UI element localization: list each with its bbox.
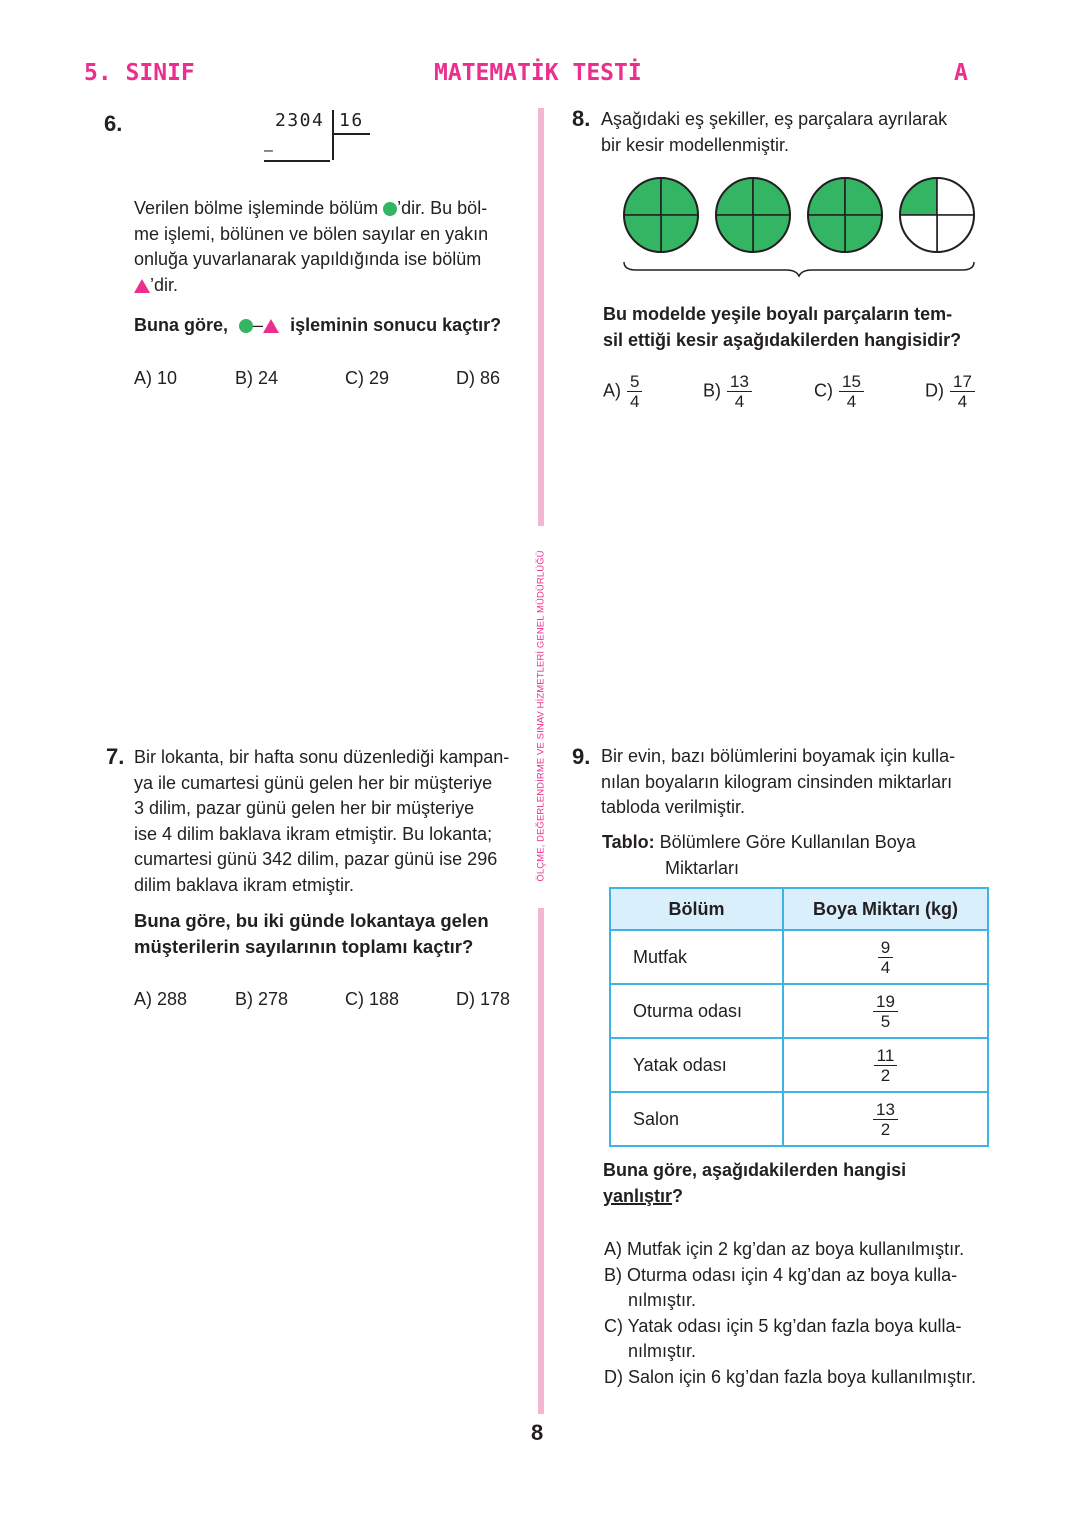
q8-brace [624,262,974,276]
green-circle-icon [239,319,253,333]
q7-text: Bir lokanta, bir hafta sonu düzenlediği kampan- ya ile cumartesi günü gelen her bir müşteriye 3 dilim, pazar günü gelen her bir müşteriye ise 4 dilim baklava ikram etmiştir. Bu lokanta; cumartesi günü 342 dilim, pazar günü ise 296 dilim baklava ikram etmiştir. [134,747,510,895]
table-header-row [610,888,988,930]
q6-option-c[interactable]: C) 29 [345,368,390,388]
q6-divisor: 16 [339,110,364,131]
table-header-cell: Boya Miktarı (kg) [783,888,988,930]
table-row [610,1092,988,1146]
paint-amount: $\frac{19}{5}$ [783,984,988,1038]
q9-number: 9. [572,744,591,769]
q7-option-d[interactable]: D) 178 [456,989,511,1009]
q6-long-division [266,110,376,166]
q8-option-b[interactable]: B) $\frac{13}{4}$ [703,372,752,411]
q6-option-a[interactable]: A) 10 [134,368,178,388]
fraction-circle [716,178,790,252]
q8-number: 8. [572,106,591,131]
test-title: MATEMATİK TESTİ [434,60,642,86]
q7-option-a[interactable]: A) 288 [134,989,188,1009]
room-name: Yatak odası [610,1038,783,1092]
paint-amount: $\frac{11}{2}$ [783,1038,988,1092]
q7-option-c[interactable]: C) 188 [345,989,400,1009]
q7-number: 7. [106,744,125,769]
q8-question: Bu modelde yeşile boyalı parçaların tem- sil ettiği kesir aşağıdakilerden hangisidir? [603,304,962,350]
q6-minus-sign: – [264,142,273,159]
pink-triangle-icon [263,319,279,333]
q7-option-b[interactable]: B) 278 [235,989,289,1009]
q7-question: Buna göre, bu iki günde lokantaya gelen müşterilerin sayılarının toplamı kaçtır? [134,910,489,957]
table-header-cell: Bölüm [610,888,783,930]
grade-label: 5. SINIF [84,60,195,86]
column-divider-bottom [538,908,544,1414]
q8-option-c[interactable]: C) $\frac{15}{4}$ [814,372,864,411]
table-row [610,930,988,984]
q9-options [604,1237,1034,1390]
fraction-circle [808,178,882,252]
table-row [610,1038,988,1092]
q6-option-b[interactable]: B) 24 [235,368,279,388]
paint-amount: $\frac{13}{2}$ [783,1092,988,1146]
q6-dividend: 2304 [275,110,325,131]
page-number: 8 [531,1420,544,1445]
q9-table-caption: Tablo: Bölümlere Göre Kullanılan Boya Miktarları [602,832,916,878]
q9-question: Buna göre, aşağıdakilerden hangisi yanlıştır? [603,1160,907,1206]
q6-number: 6. [104,111,123,136]
q8-text: Aşağıdaki eş şekiller, eş parçalara ayrılarak bir kesir modellenmiştir. [601,109,948,155]
room-name: Oturma odası [610,984,783,1038]
q9-option-a[interactable]: A) Mutfak için 2 kg’dan az boya kullanılmıştır. [604,1239,965,1259]
q9-option-b[interactable]: B) Oturma odası için 4 kg’dan az boya kulla- nılmıştır. [604,1264,958,1310]
pink-triangle-icon [134,279,150,293]
table-row [610,984,988,1038]
paint-amount: $\frac{9}{4}$ [783,930,988,984]
q6-question: Buna göre, – işleminin sonucu kaçtır? [134,315,502,335]
q8-option-d[interactable]: D) $\frac{17}{4}$ [925,372,975,411]
room-name: Mutfak [610,930,783,984]
q9-option-d[interactable]: D) Salon için 6 kg’dan fazla boya kullanılmıştır. [604,1366,977,1387]
q8-fraction-model [614,170,984,280]
q9-paint-table [609,887,989,1147]
fraction-circle [900,178,974,252]
q9-text: Bir evin, bazı bölümlerini boyamak için kulla- nılan boyaların kilogram cinsinden miktarları tabloda verilmiştir. [601,746,956,817]
column-divider-top [538,108,544,526]
q6-option-d[interactable]: D) 86 [456,368,501,388]
q8-option-a[interactable]: A) $\frac{5}{4}$ [603,372,642,411]
booklet-letter: A [954,60,968,86]
q9-option-c[interactable]: C) Yatak odası için 5 kg’dan fazla boya kulla- nılmıştır. [604,1315,962,1361]
green-circle-icon [383,202,397,216]
q6-text: Verilen bölme işleminde bölüm ’dir. Bu böl- me işlemi, bölünen ve bölen sayılar en yakın onluğa yuvarlanarak yapıldığında ise bölüm ’dir. [134,198,489,295]
fraction-circle [624,178,698,252]
room-name: Salon [610,1092,783,1146]
